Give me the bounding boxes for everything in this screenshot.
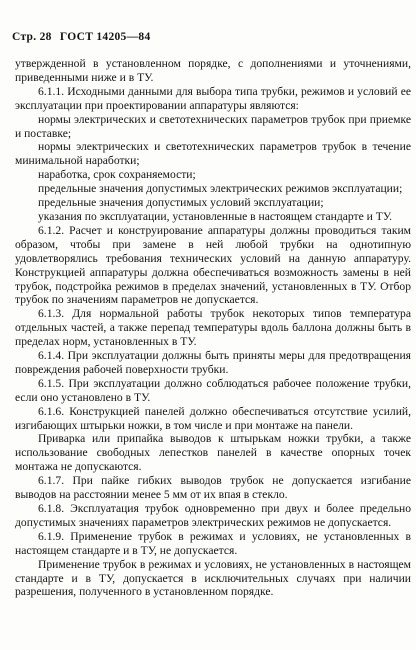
list-item-operation-instructions: указания по эксплуатации, установленные в настоящем стандарте и ТУ.: [38, 209, 393, 223]
paragraph-6-1-5: 6.1.5. При эксплуатации должно соблюдаться рабочее положение трубки, если оно установлено в ТУ.: [15, 376, 411, 404]
paragraph-6-1-8: 6.1.8. Эксплуатация трубок одновременно при двух и более предельно допустимых значениях параметров электрических режимов не допускается.: [15, 502, 411, 529]
paragraph-6-1-1: 6.1.1. Исходными данными для выбора типа трубки, режимов и условий ее эксплуатации при проектировании аппаратуры являются:: [15, 84, 411, 112]
list-item-acceptance-norms: нормы электрических и светотехнических параметров трубок при приемке и поставке;: [15, 112, 411, 140]
paragraph-6-1-6: 6.1.6. Конструкцией панелей должно обеспечиваться отсутствие усилий, изгибающих штырьки ножки, в том числе и при монтаже на панели.: [15, 404, 411, 432]
paragraph-6-1-7: 6.1.7. При пайке гибких выводов трубок не допускается изгибание выводов на расстоянии менее 5 мм от их впая в стекло.: [15, 474, 411, 502]
list-item-condition-limits: предельные значения допустимых условий эксплуатации;: [38, 196, 324, 210]
paragraph-6-1-9-exception: Применение трубок в режимах и условиях, не установленных в настоящем стандарте и в ТУ, допускается в исключительных случаях при наличии разрешения, полученного в установленном порядке.: [15, 557, 411, 599]
paragraph-6-1-4: 6.1.4. При эксплуатации должны быть приняты меры для предотвращения повреждения рабочей поверхности трубки.: [15, 349, 411, 376]
paragraph-continuation: утвержденной в установленном порядке, с дополнениями и уточнениями, приведенными ниже и в ТУ.: [15, 57, 411, 84]
paragraph-6-1-6-welding: Приварка или припайка выводов к штырькам ножки трубки, а также использование свободных лепестков панелей в качестве опорных точек монтажа не допускаются.: [15, 432, 411, 474]
page-number: Стр. 28: [12, 31, 52, 43]
standard-designation: ГОСТ 14205—84: [59, 31, 151, 43]
page-header: [12, 31, 151, 43]
list-item-lifetime: наработка, срок сохраняемости;: [38, 168, 196, 182]
paragraph-6-1-9: 6.1.9. Применение трубок в режимах и условиях, не установленных в настоящем стандарте и в ТУ, не допускается.: [15, 529, 411, 557]
list-item-electrical-limits: предельные значения допустимых электрических режимов эксплуатации;: [38, 182, 403, 196]
list-item-operating-norms: нормы электрических и светотехнических параметров трубок в течение минимальной наработки;: [15, 140, 411, 168]
document-body: [15, 57, 411, 599]
paragraph-6-1-2: 6.1.2. Расчет и конструирование аппаратуры должны проводиться таким образом, чтобы при замене в ней любой трубки на однотипную удовлетворялись требования технических условий на данную аппаратуру. Конструкцией аппаратуры должна обеспечиваться возможность замены в ней трубок, подстройка режимов в пределах значений, установленных в ТУ. Отбор трубок по значениям параметров не допускается.: [15, 223, 411, 307]
paragraph-6-1-3: 6.1.3. Для нормальной работы трубок некоторых типов температура отдельных частей, а также перепад температуры вдоль баллона должны быть в пределах норм, установленных в ТУ.: [15, 307, 411, 349]
